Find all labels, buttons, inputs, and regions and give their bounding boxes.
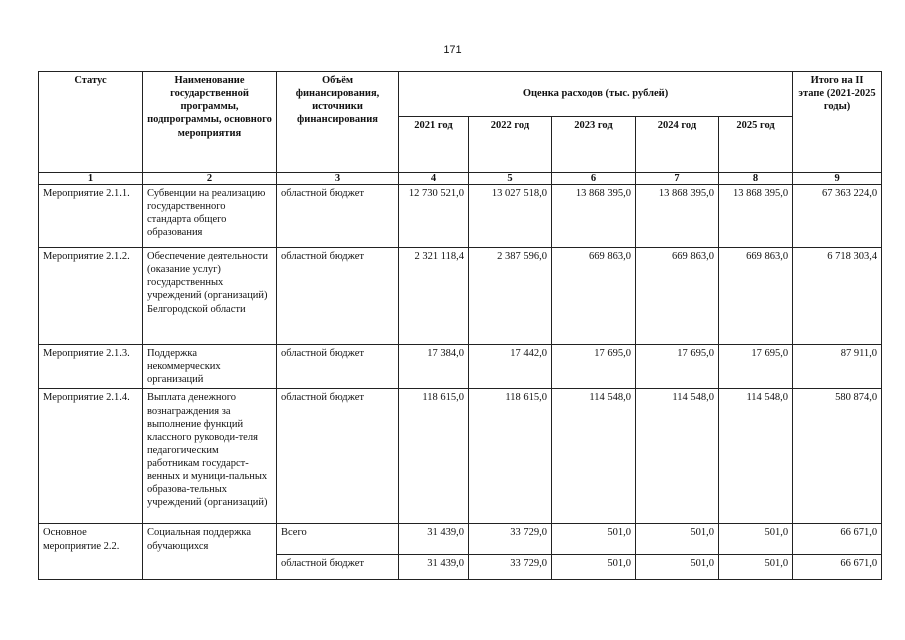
total-cell: 66 671,0 bbox=[793, 524, 882, 555]
status-cell: Мероприятие 2.1.4. bbox=[39, 389, 143, 524]
header-volume: Объём финансирования, источники финансирования bbox=[277, 72, 399, 173]
table-row bbox=[39, 389, 882, 524]
value-cell: 501,0 bbox=[636, 524, 719, 555]
index-cell: 5 bbox=[469, 173, 552, 185]
table-row bbox=[39, 524, 882, 555]
value-cell: 17 695,0 bbox=[636, 345, 719, 389]
source-cell: областной бюджет bbox=[277, 345, 399, 389]
value-cell: 13 868 395,0 bbox=[636, 185, 719, 248]
index-cell: 4 bbox=[399, 173, 469, 185]
value-cell: 17 384,0 bbox=[399, 345, 469, 389]
header-name: Наименование государственной программы, подпрограммы, основного мероприятия bbox=[143, 72, 277, 173]
value-cell: 118 615,0 bbox=[399, 389, 469, 524]
total-cell: 66 671,0 bbox=[793, 555, 882, 580]
value-cell: 501,0 bbox=[636, 555, 719, 580]
table-row bbox=[39, 345, 882, 389]
name-cell: Обеспечение деятельности (оказание услуг) государственных учреждений (организаций) Белгородской области bbox=[143, 248, 277, 345]
value-cell: 669 863,0 bbox=[552, 248, 636, 345]
value-cell: 33 729,0 bbox=[469, 555, 552, 580]
index-cell: 6 bbox=[552, 173, 636, 185]
index-cell: 9 bbox=[793, 173, 882, 185]
index-cell: 8 bbox=[719, 173, 793, 185]
source-cell: Всего bbox=[277, 524, 399, 555]
index-cell: 2 bbox=[143, 173, 277, 185]
table-row bbox=[39, 185, 882, 248]
status-cell: Основное мероприятие 2.2. bbox=[39, 524, 143, 580]
header-year: 2023 год bbox=[552, 117, 636, 173]
value-cell: 17 695,0 bbox=[719, 345, 793, 389]
value-cell: 114 548,0 bbox=[552, 389, 636, 524]
value-cell: 114 548,0 bbox=[719, 389, 793, 524]
value-cell: 669 863,0 bbox=[719, 248, 793, 345]
header-year: 2022 год bbox=[469, 117, 552, 173]
value-cell: 12 730 521,0 bbox=[399, 185, 469, 248]
total-cell: 6 718 303,4 bbox=[793, 248, 882, 345]
total-cell: 87 911,0 bbox=[793, 345, 882, 389]
expenditure-table bbox=[38, 71, 882, 580]
source-cell: областной бюджет bbox=[277, 185, 399, 248]
value-cell: 31 439,0 bbox=[399, 555, 469, 580]
status-cell: Мероприятие 2.1.1. bbox=[39, 185, 143, 248]
value-cell: 13 868 395,0 bbox=[719, 185, 793, 248]
name-cell: Поддержка некоммерческих организаций bbox=[143, 345, 277, 389]
value-cell: 501,0 bbox=[552, 555, 636, 580]
value-cell: 33 729,0 bbox=[469, 524, 552, 555]
index-cell: 7 bbox=[636, 173, 719, 185]
table-row bbox=[39, 248, 882, 345]
header-status: Статус bbox=[39, 72, 143, 173]
status-cell: Мероприятие 2.1.3. bbox=[39, 345, 143, 389]
value-cell: 501,0 bbox=[552, 524, 636, 555]
index-row bbox=[39, 173, 882, 185]
header-estimate: Оценка расходов (тыс. рублей) bbox=[399, 72, 793, 117]
header-row bbox=[39, 72, 882, 117]
value-cell: 2 321 118,4 bbox=[399, 248, 469, 345]
index-cell: 1 bbox=[39, 173, 143, 185]
value-cell: 13 027 518,0 bbox=[469, 185, 552, 248]
header-year: 2021 год bbox=[399, 117, 469, 173]
value-cell: 2 387 596,0 bbox=[469, 248, 552, 345]
value-cell: 17 695,0 bbox=[552, 345, 636, 389]
value-cell: 118 615,0 bbox=[469, 389, 552, 524]
value-cell: 501,0 bbox=[719, 524, 793, 555]
total-cell: 580 874,0 bbox=[793, 389, 882, 524]
value-cell: 17 442,0 bbox=[469, 345, 552, 389]
value-cell: 13 868 395,0 bbox=[552, 185, 636, 248]
page-number: 171 bbox=[443, 44, 462, 56]
header-total: Итого на II этапе (2021-2025 годы) bbox=[793, 72, 882, 173]
source-cell: областной бюджет bbox=[277, 555, 399, 580]
name-cell: Выплата денежного вознаграждения за выполнение функций классного руководи-теля педагогическим работникам государст-венных и муници-пальных образова-тельных учреждений (организаций) bbox=[143, 389, 277, 524]
value-cell: 501,0 bbox=[719, 555, 793, 580]
source-cell: областной бюджет bbox=[277, 389, 399, 524]
value-cell: 31 439,0 bbox=[399, 524, 469, 555]
index-cell: 3 bbox=[277, 173, 399, 185]
source-cell: областной бюджет bbox=[277, 248, 399, 345]
value-cell: 669 863,0 bbox=[636, 248, 719, 345]
name-cell: Социальная поддержка обучающихся bbox=[143, 524, 277, 580]
name-cell: Субвенции на реализацию государственного стандарта общего образования bbox=[143, 185, 277, 248]
value-cell: 114 548,0 bbox=[636, 389, 719, 524]
status-cell: Мероприятие 2.1.2. bbox=[39, 248, 143, 345]
total-cell: 67 363 224,0 bbox=[793, 185, 882, 248]
header-year: 2024 год bbox=[636, 117, 719, 173]
header-year: 2025 год bbox=[719, 117, 793, 173]
